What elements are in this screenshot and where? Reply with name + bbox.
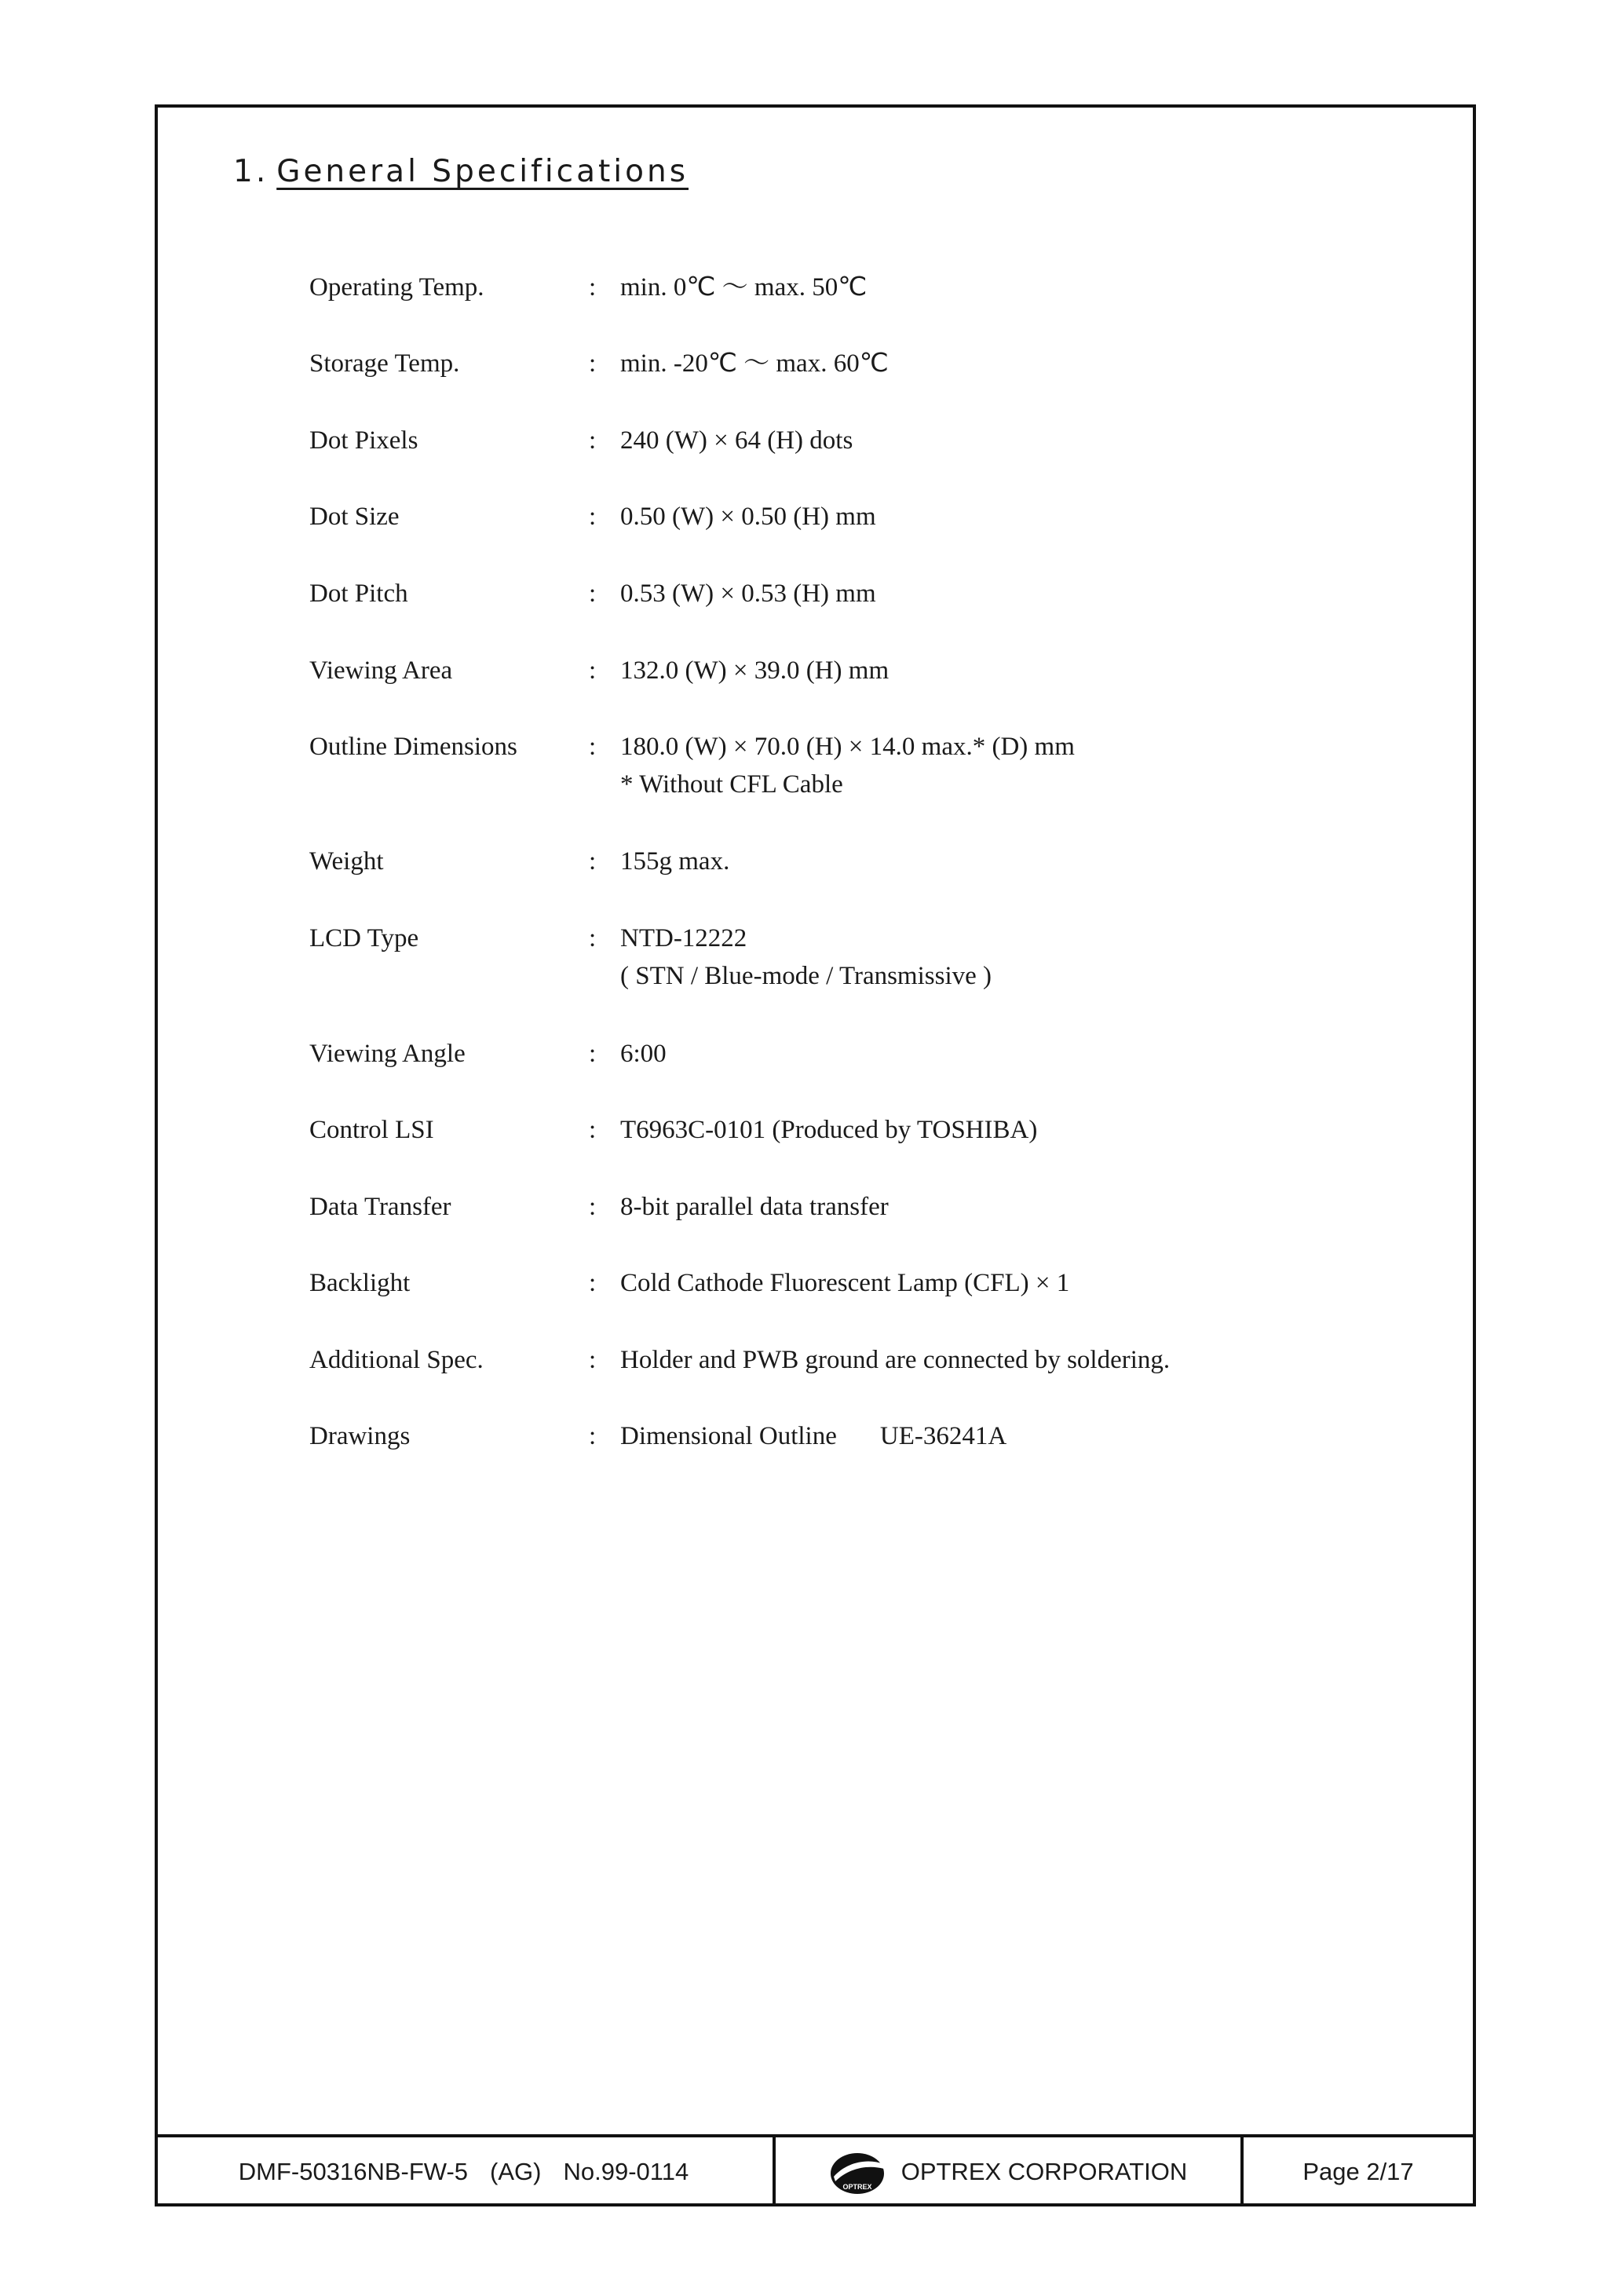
spec-value: 240 (W) × 64 (H) dots <box>620 426 853 455</box>
footer-page-number <box>1244 2137 1473 2206</box>
spec-colon: : <box>589 1346 597 1374</box>
spec-label: Viewing Area <box>309 656 453 685</box>
footer-model: DMF-50316NB-FW-5 <box>238 2158 469 2185</box>
spec-colon: : <box>589 924 597 952</box>
spec-value: min. -20℃ ～ max. 60℃ <box>620 349 889 378</box>
spec-colon: : <box>589 1040 597 1068</box>
spec-label: Control LSI <box>309 1116 434 1144</box>
spec-colon: : <box>589 349 597 378</box>
spec-colon: : <box>589 847 597 876</box>
spec-label: Drawings <box>309 1422 411 1450</box>
spec-label: Data Transfer <box>309 1193 451 1221</box>
spec-label: Backlight <box>309 1269 411 1297</box>
section-number: 1. <box>233 154 269 189</box>
spec-value: 0.53 (W) × 0.53 (H) mm <box>620 579 876 608</box>
spec-colon: : <box>589 1269 597 1297</box>
spec-value: T6963C-0101 (Produced by TOSHIBA) <box>620 1116 1038 1144</box>
section-title: General Specifications <box>276 154 689 189</box>
spec-colon: : <box>589 273 597 302</box>
spec-label: Weight <box>309 847 384 876</box>
logo-text: OPTREX <box>842 2183 872 2191</box>
spec-colon: : <box>589 426 597 455</box>
spec-colon: : <box>589 656 597 685</box>
spec-label: Dot Size <box>309 503 400 531</box>
spec-colon: : <box>589 1116 597 1144</box>
drawing-title: Dimensional Outline <box>620 1422 837 1450</box>
spec-label: Viewing Angle <box>309 1040 466 1068</box>
spec-note: ( STN / Blue-mode / Transmissive ) <box>620 962 992 990</box>
footer-company-name: OPTREX CORPORATION <box>901 2158 1188 2185</box>
spec-value: NTD-12222 <box>620 924 747 952</box>
spec-colon: : <box>589 579 597 608</box>
spec-value: 0.50 (W) × 0.50 (H) mm <box>620 503 876 531</box>
page-frame <box>155 104 1476 2206</box>
spec-note: * Without CFL Cable <box>620 770 843 799</box>
spec-value: 6:00 <box>620 1040 667 1068</box>
footer-revision: (AG) <box>490 2158 542 2185</box>
spec-colon: : <box>589 1422 597 1450</box>
spec-label: LCD Type <box>309 924 419 952</box>
spec-value: min. 0℃ ～ max. 50℃ <box>620 273 868 302</box>
spec-colon: : <box>589 1193 597 1221</box>
footer-company <box>776 2137 1244 2206</box>
spec-value: 8-bit parallel data transfer <box>620 1193 889 1221</box>
spec-label: Dot Pixels <box>309 426 418 455</box>
spec-colon: : <box>589 733 597 761</box>
spec-label: Dot Pitch <box>309 579 408 608</box>
optrex-logo-icon <box>829 2148 886 2195</box>
spec-label: Outline Dimensions <box>309 733 517 761</box>
page-number: Page 2/17 <box>1302 2158 1414 2185</box>
spec-value: Holder and PWB ground are connected by soldering. <box>620 1346 1171 1374</box>
spec-value <box>620 1417 1006 1455</box>
footer-document-id <box>155 2137 776 2206</box>
spec-value: Cold Cathode Fluorescent Lamp (CFL) × 1 <box>620 1269 1070 1297</box>
spec-value: 132.0 (W) × 39.0 (H) mm <box>620 656 890 685</box>
spec-value: 180.0 (W) × 70.0 (H) × 14.0 max.* (D) mm <box>620 733 1075 761</box>
spec-colon: : <box>589 503 597 531</box>
spec-label: Operating Temp. <box>309 273 484 302</box>
section-heading <box>233 154 689 189</box>
spec-label: Storage Temp. <box>309 349 460 378</box>
spec-value: 155g max. <box>620 847 730 876</box>
spec-label: Additional Spec. <box>309 1346 484 1374</box>
page-footer <box>155 2134 1476 2206</box>
footer-doc-number: No.99-0114 <box>563 2158 689 2185</box>
drawing-number: UE-36241A <box>879 1422 1007 1450</box>
